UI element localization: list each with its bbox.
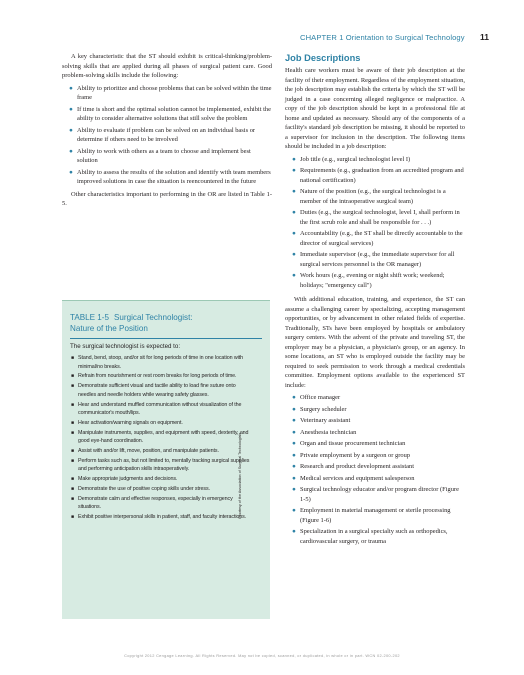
list-item: ■ Make appropriate judgments and decisions. bbox=[71, 476, 178, 483]
page-number: 11 bbox=[480, 32, 489, 42]
list-item: ● Specialization in a surgical specialty such as orthopedics, cardiovascular surgery, or trauma bbox=[292, 528, 448, 545]
job-description-paragraph: Health care workers must be aware of their job description at the facility of their employment. Regardless of the employment situation, the job description may establish the criteria by which the ST will be judged in a case concerning alleged negligence or malpractice. A copy of the job description should be kept in a professional file at home and updated as necessary. Should any of the components of a facility's standard job description be missing, it should be reported to a supervisor for inclusion in the description. The following items should be included in a job description: bbox=[285, 67, 465, 150]
section-heading: Job Descriptions bbox=[285, 53, 361, 63]
list-item: ● Medical services and equipment salesperson bbox=[292, 474, 415, 482]
bullet-icon: ● bbox=[69, 84, 73, 92]
employment-options-list bbox=[285, 393, 465, 546]
problem-solving-list bbox=[62, 84, 272, 187]
bullet-icon: ■ bbox=[71, 383, 74, 390]
left-column bbox=[62, 52, 272, 209]
bullet-icon: ● bbox=[292, 394, 296, 401]
list-item: ■ Perform tasks such as, but not limited to, mentally tracking surgical supplies and performing anticipation skills intraoperatively. bbox=[71, 457, 250, 473]
bullet-icon: ● bbox=[292, 486, 296, 493]
bullet-icon: ● bbox=[292, 167, 296, 174]
list-item: ● Ability to work with others as a team to choose and implement best solution bbox=[69, 147, 251, 164]
table-divider bbox=[70, 338, 262, 339]
bullet-icon: ■ bbox=[71, 429, 74, 436]
bullet-icon: ● bbox=[292, 209, 296, 216]
bullet-icon: ● bbox=[69, 147, 73, 155]
list-item: ■ Stand, bend, stoop, and/or sit for long periods of time in one location with minimal/no breaks. bbox=[71, 355, 243, 370]
chapter-title: CHAPTER 1 Orientation to Surgical Technology bbox=[300, 33, 465, 42]
list-item: ● Duties (e.g., the surgical technologist, level I, shall perform in the first scrub role and shall be responsible for . . .) bbox=[292, 209, 460, 226]
bullet-icon: ■ bbox=[71, 419, 74, 426]
bullet-icon: ● bbox=[292, 155, 296, 163]
bullet-icon: ■ bbox=[71, 495, 74, 502]
list-item: ● Private employment by a surgeon or group bbox=[292, 451, 411, 459]
bullet-icon: ■ bbox=[71, 448, 74, 455]
employment-paragraph: With additional education, training, and experience, the ST can assume a challenging career by specializing, accepting management opportunities, or by advancement in other related fields of expertise. Traditionally, STs have been employed by hospitals or ambulatory surgery centers. With the advent of the private and traveling ST, the employer may be a physician, a physician's group, or an agency. In some locations, an ST who is employed outside the facility may be required to seek permission to work through a medical credentials committee. Employment options available to the experienced ST include: bbox=[285, 296, 465, 389]
bullet-icon: ■ bbox=[71, 485, 74, 492]
list-item: ● Surgery scheduler bbox=[292, 405, 347, 413]
table-label: TABLE 1-5 bbox=[70, 313, 109, 322]
table-title-line2: Nature of the Position bbox=[70, 324, 148, 333]
list-item: ● Ability to prioritize and choose problems that can be solved within the time frame bbox=[69, 84, 272, 101]
bullet-icon: ● bbox=[292, 188, 296, 195]
bullet-icon: ● bbox=[292, 474, 296, 482]
bullet-icon: ● bbox=[292, 528, 296, 535]
list-item: ■ Hear and understand muffled communication without visualization of the communicator's mouth/lips. bbox=[71, 401, 242, 417]
table-caption bbox=[70, 312, 240, 334]
list-item: ● Research and product development assistant bbox=[292, 463, 415, 470]
bullet-icon: ● bbox=[292, 417, 296, 424]
table-credit: Courtesy of the Association of Surgical Technologists bbox=[238, 432, 242, 519]
bullet-icon: ● bbox=[292, 405, 296, 413]
intro-paragraph: A key characteristic that the ST should exhibit is critical-thinking/problem-solving skills that are applied during all phases of surgical patient care. Good problem-solving skills include the following: bbox=[62, 53, 272, 79]
list-item: ● Nature of the position (e.g., the surgical technologist is a member of the intraoperative surgical team) bbox=[292, 188, 446, 205]
list-item: ● Office manager bbox=[292, 394, 341, 401]
list-item: ● Work hours (e.g., evening or night shift work; weekend; holidays; "emergency call") bbox=[292, 272, 445, 289]
table-1-5 bbox=[62, 300, 270, 619]
list-item: ■ Demonstrate calm and effective responses, especially in emergency situations. bbox=[71, 495, 233, 511]
list-item: ■ Demonstrate the use of positive coping skills under stress. bbox=[71, 485, 210, 492]
bullet-icon: ■ bbox=[71, 373, 74, 380]
bullet-icon: ● bbox=[292, 440, 296, 447]
list-item: ■ Assist with and/or lift, move, position, and manipulate patients. bbox=[71, 448, 219, 455]
bullet-icon: ● bbox=[292, 428, 296, 436]
bullet-icon: ● bbox=[69, 126, 73, 134]
list-item: ● Employment in material management or sterile processing (Figure 1-6) bbox=[292, 507, 451, 524]
table-title-line1: Surgical Technologist: bbox=[114, 313, 193, 322]
right-column bbox=[285, 52, 465, 548]
list-item: ● Anesthesia technician bbox=[292, 428, 357, 436]
bullet-icon: ■ bbox=[71, 355, 74, 361]
page-header bbox=[0, 0, 524, 56]
list-item: ● If time is short and the optimal solution cannot be implemented, exhibit the ability to consider alternative solutions that still solve the problem bbox=[69, 105, 271, 122]
bullet-icon: ● bbox=[292, 507, 296, 514]
list-item: ● Veterinary assistant bbox=[292, 417, 351, 424]
table-list bbox=[70, 354, 250, 523]
list-item: ● Organ and tissue procurement technician bbox=[292, 440, 406, 447]
table-intro: The surgical technologist is expected to: bbox=[70, 343, 181, 350]
bullet-icon: ● bbox=[292, 251, 296, 258]
bullet-icon: ● bbox=[69, 105, 73, 113]
list-item: ■ Manipulate instruments, supplies, and equipment with speed, dexterity, and good eye-hand coordination. bbox=[71, 429, 249, 445]
list-item: ● Accountability (e.g., the ST shall be directly accountable to the director of surgical services) bbox=[292, 230, 463, 247]
bullet-icon: ■ bbox=[71, 457, 74, 464]
list-item: ● Ability to assess the results of the solution and identify with team members improved solutions in case the situation is reencountered in the future bbox=[69, 168, 271, 185]
job-description-list bbox=[285, 155, 465, 291]
list-item: ● Job title (e.g., surgical technologist level I) bbox=[292, 155, 411, 163]
bullet-icon: ■ bbox=[71, 513, 74, 520]
bullet-icon: ● bbox=[292, 451, 296, 459]
bullet-icon: ● bbox=[292, 463, 296, 470]
list-item: ● Ability to evaluate if problem can be solved on an individual basis or determine if others need to be involved bbox=[69, 126, 256, 143]
list-item: ■ Hear activation/warning signals on equipment. bbox=[71, 419, 183, 426]
list-item: ● Requirements (e.g., graduation from an accredited program and national certification) bbox=[292, 167, 464, 184]
bullet-icon: ■ bbox=[71, 476, 74, 483]
list-item: ■ Exhibit positive interpersonal skills in patient, staff, and faculty interactions. bbox=[71, 513, 247, 520]
list-item: ● Surgical technology educator and/or program director (Figure 1-5) bbox=[292, 486, 459, 503]
list-item: ■ Refrain from nourishment or rest room breaks for long periods of time. bbox=[71, 373, 237, 380]
list-item: ■ Demonstrate sufficient visual and tactile ability to load fine suture onto needles and needle holders while wearing safety glasses. bbox=[71, 383, 236, 398]
list-item: ● Immediate supervisor (e.g., the immediate supervisor for all surgical services personnel is the OR manager) bbox=[292, 251, 455, 268]
bullet-icon: ● bbox=[292, 272, 296, 279]
bullet-icon: ● bbox=[292, 230, 296, 237]
copyright-footer: Copyright 2012 Cengage Learning. All Rights Reserved. May not be copied, scanned, or duplicated, in whole or in part. WCN 02-200-202 bbox=[124, 653, 400, 658]
bullet-icon: ■ bbox=[71, 401, 74, 408]
bullet-icon: ● bbox=[69, 168, 73, 176]
outro-paragraph: Other characteristics important to performing in the OR are listed in Table 1-5. bbox=[62, 190, 272, 207]
